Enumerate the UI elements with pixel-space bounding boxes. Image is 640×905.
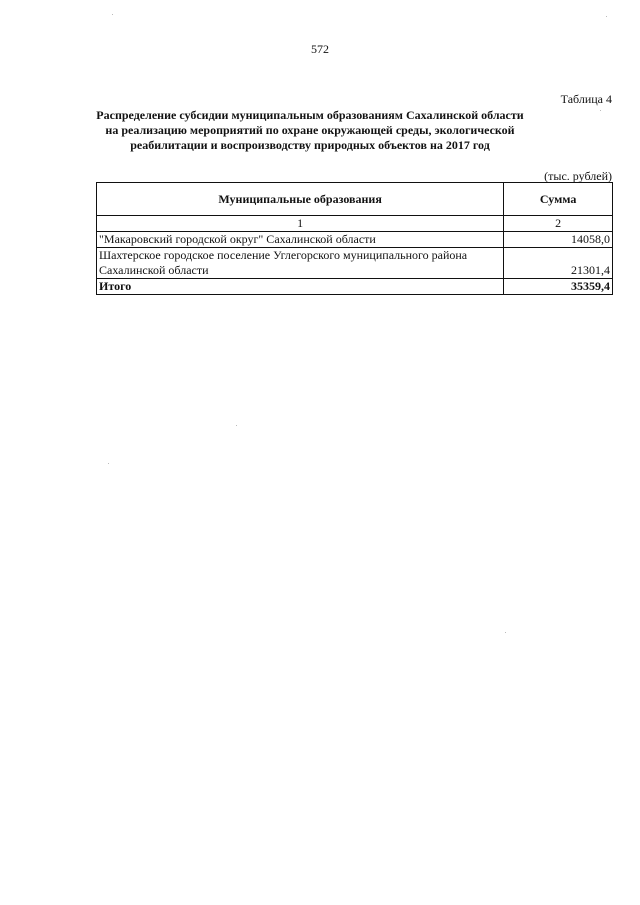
total-row	[97, 279, 613, 295]
title-line-2: на реализацию мероприятий по охране окружающей среды, экологической	[105, 123, 515, 137]
total-sum: 35359,4	[504, 279, 613, 295]
title-line-1: Распределение субсидии муниципальным образованиям Сахалинской области	[96, 108, 524, 122]
table-row	[97, 248, 613, 279]
column-number-1: 1	[97, 216, 504, 232]
subsidy-table	[96, 182, 613, 295]
row-name: Шахтерское городское поселение Углегорского муниципального района Сахалинской области	[97, 248, 504, 279]
scan-speck	[112, 14, 113, 15]
scan-speck	[108, 463, 109, 464]
scan-speck	[600, 110, 601, 111]
scan-speck	[236, 425, 237, 426]
scan-speck	[505, 632, 506, 633]
scan-speck	[606, 16, 607, 17]
table-row	[97, 232, 613, 248]
table-label: Таблица 4	[560, 92, 612, 106]
row-sum: 21301,4	[504, 248, 613, 279]
header-municipalities: Муниципальные образования	[97, 183, 504, 216]
column-number-row	[97, 216, 613, 232]
document-title	[90, 108, 530, 153]
units-label: (тыс. рублей)	[544, 169, 612, 183]
header-sum: Сумма	[504, 183, 613, 216]
table-header-row	[97, 183, 613, 216]
row-sum: 14058,0	[504, 232, 613, 248]
total-label: Итого	[97, 279, 504, 295]
title-line-3: реабилитации и воспроизводству природных объектов на 2017 год	[130, 138, 490, 152]
column-number-2: 2	[504, 216, 613, 232]
page-number: 572	[311, 42, 329, 56]
row-name: "Макаровский городской округ" Сахалинской области	[97, 232, 504, 248]
